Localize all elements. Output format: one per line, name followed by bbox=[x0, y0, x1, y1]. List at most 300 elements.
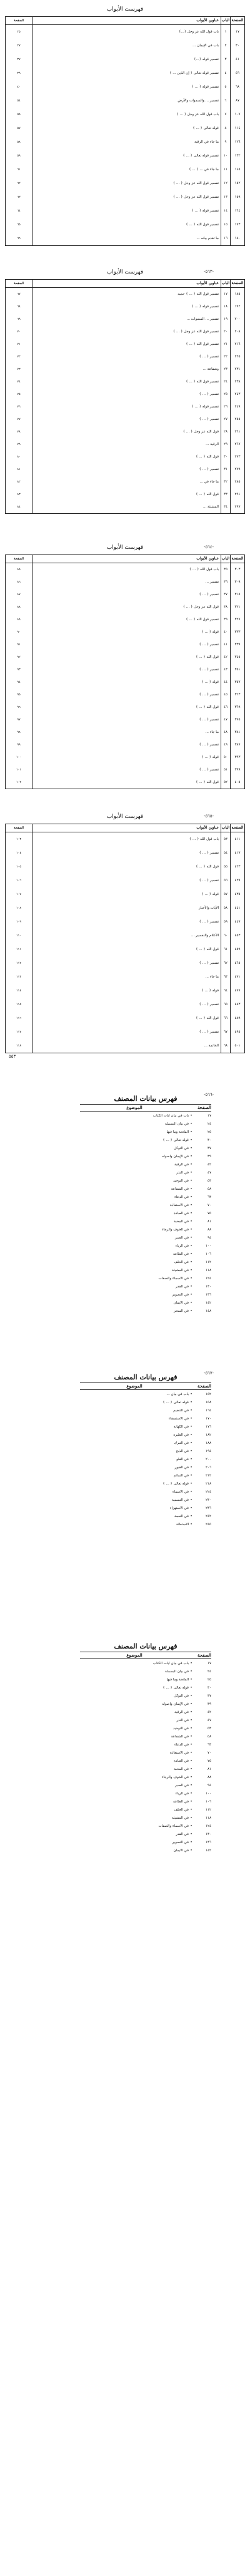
index-page-number: ١٠٠ bbox=[205, 1244, 211, 1248]
toc-page-number: ٣٢٧ bbox=[230, 613, 244, 626]
toc-row bbox=[6, 438, 244, 451]
bullet-icon: • bbox=[190, 1113, 192, 1118]
index-page-number: ١٥٢ bbox=[205, 1392, 211, 1396]
bullet-icon: • bbox=[190, 1498, 192, 1502]
toc-side-number: ٥٩ bbox=[17, 154, 21, 158]
toc-chapter-title: باب قول الله ﴿ ... ﴾ bbox=[32, 832, 221, 846]
toc-row bbox=[6, 350, 244, 363]
toc-chapter-title: تفسير ﴿ ... ﴾ bbox=[32, 413, 221, 426]
toc-chapter-title: ما تقدم بيانه ... bbox=[32, 232, 221, 245]
index-topic: في الصبر bbox=[175, 1783, 189, 1787]
header-num: الباب bbox=[221, 824, 230, 832]
toc-chapter-number: ٦٢ bbox=[221, 956, 230, 970]
toc-chapter-title: تفسير ﴿ ... ﴾ bbox=[32, 956, 221, 970]
toc-chapter-title: تفسير ﴿ ... ﴾ bbox=[32, 663, 221, 676]
toc-side-number: ١١٨ bbox=[16, 1044, 22, 1048]
index-topic: في الإيمان وأصوله bbox=[162, 1702, 189, 1706]
page-number: -٥٦٤- bbox=[203, 544, 214, 549]
toc-side-number: ٩٧ bbox=[17, 718, 21, 722]
index-row bbox=[80, 1659, 211, 1667]
bullet-icon: • bbox=[190, 1424, 192, 1429]
toc-page-number: ٢٧٣ bbox=[230, 451, 244, 463]
toc-chapter-number: ٣٢ bbox=[221, 476, 230, 488]
index-row bbox=[80, 1447, 211, 1455]
index-row bbox=[80, 1201, 211, 1209]
index-row bbox=[80, 1675, 211, 1684]
index-topic: باب في بيان ... bbox=[166, 1392, 189, 1396]
toc-chapter-title: وشفاعة ... bbox=[32, 363, 221, 376]
toc-chapter-title: ما جاء ... bbox=[32, 726, 221, 739]
toc-side-number: ٧٣ bbox=[17, 367, 21, 371]
toc-side-number: ٩٦ bbox=[17, 705, 21, 709]
toc-chapter-title: تفسير قوله ﴿ ... ﴾ bbox=[32, 300, 221, 313]
bullet-icon: • bbox=[190, 1816, 192, 1820]
toc-chapter-number: ٥٤ bbox=[221, 846, 230, 860]
toc-page-number: ٢٥٥ bbox=[230, 413, 244, 426]
toc-page-number: ٣٦٣ bbox=[230, 688, 244, 701]
toc-chapter-number: ١٤ bbox=[221, 204, 230, 218]
toc-chapter-number: ٢ bbox=[221, 39, 230, 53]
toc-row bbox=[6, 488, 244, 501]
toc-chapter-title: باب قول الله ﴿ ... ﴾ bbox=[32, 563, 221, 576]
index-page-number: ٢٠٠ bbox=[205, 1457, 211, 1461]
toc-row bbox=[6, 451, 244, 463]
index-topic: في التسمية bbox=[172, 1498, 189, 1502]
toc-chapter-number: ٩ bbox=[221, 135, 230, 149]
toc-row bbox=[6, 943, 244, 956]
toc-row bbox=[6, 776, 244, 789]
toc-chapter-number: ٣٣ bbox=[221, 488, 230, 501]
bullet-icon: • bbox=[190, 1710, 192, 1714]
toc-chapter-number: ٢٧ bbox=[221, 413, 230, 426]
toc-row bbox=[6, 998, 244, 1011]
toc-chapter-number: ١٨ bbox=[221, 300, 230, 313]
index-page-number: ٣٧ bbox=[207, 1146, 211, 1150]
toc-chapter-title: تفسير قول الله ﴿ ... ﴾ حميد bbox=[32, 288, 221, 300]
index-topic: قوله تعالى ﴿ ... ﴾ bbox=[162, 1481, 189, 1486]
toc-side-number: ١١٥ bbox=[16, 1003, 22, 1006]
index-topic: الفاتحة وما فيها bbox=[166, 1130, 189, 1134]
toc-chapter-number: ٧ bbox=[221, 108, 230, 121]
toc-page-number: ١٢٦ bbox=[230, 135, 244, 149]
toc-chapter-title: تفسير قوله ﴿...﴾ bbox=[32, 53, 221, 66]
bullet-icon: • bbox=[190, 1783, 192, 1787]
toc-chapter-title: تفسير ﴿ ... ﴾ bbox=[32, 998, 221, 1011]
index-page-number: ٢٢٤ bbox=[205, 1490, 211, 1494]
toc-side-number: ١١٦ bbox=[16, 1016, 22, 1020]
index-row bbox=[80, 1504, 211, 1512]
index-row bbox=[80, 1242, 211, 1250]
index-row bbox=[80, 1193, 211, 1201]
toc-page-number: ٣١٥ bbox=[230, 588, 244, 601]
index-page-number: ٧٥ bbox=[207, 1759, 211, 1763]
toc-page bbox=[0, 814, 250, 1059]
toc-chapter-number: ٥٨ bbox=[221, 901, 230, 915]
index-row bbox=[80, 1112, 211, 1120]
index-topic: في التنجيم bbox=[173, 1408, 189, 1413]
toc-page-number: ٤٠٥ bbox=[230, 776, 244, 789]
header-title: عناوين الأبواب bbox=[32, 280, 221, 287]
toc-chapter-title: الخاتمة ... bbox=[32, 1039, 221, 1053]
toc-page-number: ٢٦١ bbox=[230, 426, 244, 438]
bullet-icon: • bbox=[190, 1122, 192, 1126]
toc-chapter-title: الرقية ... bbox=[32, 438, 221, 451]
toc-row bbox=[6, 313, 244, 325]
index-page-number: ١٤٢ bbox=[205, 1301, 211, 1305]
bullet-icon: • bbox=[190, 1268, 192, 1272]
index-row bbox=[80, 1225, 211, 1234]
toc-chapter-number: ٣٩ bbox=[221, 613, 230, 626]
bullet-icon: • bbox=[190, 1734, 192, 1739]
toc-row bbox=[6, 401, 244, 413]
toc-page-number: ٨٧ bbox=[230, 94, 244, 108]
index-row bbox=[80, 1406, 211, 1414]
toc-chapter-title: قوله ﴿ ... ﴾ bbox=[32, 984, 221, 998]
toc-side-number: ٧٨ bbox=[17, 430, 21, 434]
toc-row bbox=[6, 726, 244, 739]
page-number: -٥٦٧- bbox=[203, 1371, 214, 1376]
toc-chapter-number: ٢٦ bbox=[221, 401, 230, 413]
index-row bbox=[80, 1520, 211, 1528]
toc-side-number: ٨٥ bbox=[17, 568, 21, 571]
toc-chapter-number: ٥٧ bbox=[221, 887, 230, 901]
bullet-icon: • bbox=[190, 1284, 192, 1289]
index-row bbox=[80, 1471, 211, 1480]
index-row bbox=[80, 1781, 211, 1789]
toc-side-number: ٦٣ bbox=[17, 195, 21, 199]
toc-chapter-number: ٤١ bbox=[221, 638, 230, 651]
index-topic: في الخوف والرجاء bbox=[161, 1775, 189, 1779]
index-page-number: ٤٢ bbox=[207, 1710, 211, 1714]
index-topic: في الأسماء bbox=[172, 1490, 189, 1494]
index-page-number: ٣٠ bbox=[207, 1685, 211, 1690]
toc-row bbox=[6, 232, 244, 245]
toc-side-number: ٣٧ bbox=[17, 58, 21, 61]
toc-row bbox=[6, 135, 244, 149]
index-page-number: ٣٧ bbox=[207, 1694, 211, 1698]
toc-side-number: ٦٧ bbox=[17, 292, 21, 296]
index-page-number: ٢١٢ bbox=[205, 1473, 211, 1478]
index-page-number: ٨٨ bbox=[207, 1227, 211, 1232]
index-topic: في النذر bbox=[176, 1718, 189, 1722]
toc-side-number: ١١٧ bbox=[16, 1030, 22, 1034]
index-row bbox=[80, 1177, 211, 1185]
toc-side-number: ٧٧ bbox=[17, 417, 21, 421]
header-title: عناوين الأبواب bbox=[32, 555, 221, 563]
index-page-number: ٥٣ bbox=[207, 1726, 211, 1730]
toc-chapter-title: ما جاء في ... bbox=[32, 476, 221, 488]
toc-row bbox=[6, 846, 244, 860]
toc-table bbox=[5, 279, 245, 514]
index-topic: في الرياء bbox=[175, 1791, 189, 1796]
toc-chapter-title: قول الله ﴿ ... ﴾ bbox=[32, 451, 221, 463]
index-page-number: ٢١٨ bbox=[205, 1481, 211, 1486]
toc-chapter-number: ١٦ bbox=[221, 232, 230, 245]
index-page-number: ٧٥ bbox=[207, 1211, 211, 1215]
index-row bbox=[80, 1846, 211, 1854]
bullet-icon: • bbox=[190, 1506, 192, 1510]
bullet-icon: • bbox=[190, 1832, 192, 1836]
index-page-number: ٦٣ bbox=[207, 1195, 211, 1199]
toc-page-number: ٢٠٨ bbox=[230, 325, 244, 338]
index-topic: في الخوف والرجاء bbox=[161, 1227, 189, 1232]
index-row bbox=[80, 1398, 211, 1406]
header-title: عناوين الأبواب bbox=[32, 824, 221, 832]
index-row bbox=[80, 1185, 211, 1193]
toc-row bbox=[6, 676, 244, 688]
toc-chapter-title: تفسير ﴿ ... ﴾ bbox=[32, 713, 221, 726]
page-title: فهرست الأبواب bbox=[106, 6, 144, 13]
toc-page-number: ٦٨ bbox=[230, 80, 244, 94]
toc-page-number: ١٣٢ bbox=[230, 149, 244, 163]
index-row bbox=[80, 1749, 211, 1757]
page-number: -٥٦٥- bbox=[203, 814, 214, 819]
header-page: الصفحة bbox=[198, 1652, 211, 1658]
index-page-number: ٢٤٥ bbox=[205, 1522, 211, 1526]
index-row bbox=[80, 1789, 211, 1797]
toc-row bbox=[6, 860, 244, 874]
toc-row bbox=[6, 300, 244, 313]
index-topic: في المحبة bbox=[174, 1767, 189, 1771]
index-topic: قوله تعالى ﴿ ... ﴾ bbox=[162, 1400, 189, 1404]
bullet-icon: • bbox=[190, 1252, 192, 1256]
toc-chapter-title: باب قول الله عز وجل ﴿...﴾ bbox=[32, 25, 221, 39]
bullet-icon: • bbox=[190, 1824, 192, 1828]
index-row bbox=[80, 1250, 211, 1258]
index-row bbox=[80, 1765, 211, 1773]
bullet-icon: • bbox=[190, 1799, 192, 1804]
toc-chapter-title: قوله ﴿ ... ﴾ bbox=[32, 751, 221, 764]
bullet-icon: • bbox=[190, 1726, 192, 1730]
toc-row bbox=[6, 25, 244, 39]
header-spacer bbox=[189, 1383, 194, 1389]
header-topic: الموضوع bbox=[126, 1652, 142, 1658]
header-side: الصفحة bbox=[14, 826, 24, 830]
bullet-icon: • bbox=[190, 1490, 192, 1494]
bullet-icon: • bbox=[190, 1702, 192, 1706]
index-topic: في الشفاعة bbox=[171, 1734, 189, 1739]
index-page-number: ٥٨ bbox=[207, 1734, 211, 1739]
bullet-icon: • bbox=[190, 1244, 192, 1248]
header-page: الصفحة bbox=[230, 17, 244, 24]
header-topic: الموضوع bbox=[126, 1383, 142, 1389]
index-row bbox=[80, 1144, 211, 1152]
toc-chapter-title: الأعلام والتفسير ... bbox=[32, 929, 221, 943]
toc-chapter-number: ١٠ bbox=[221, 149, 230, 163]
bullet-icon: • bbox=[190, 1138, 192, 1142]
toc-row bbox=[6, 874, 244, 887]
index-row bbox=[80, 1773, 211, 1781]
bullet-icon: • bbox=[190, 1187, 192, 1191]
bullet-icon: • bbox=[190, 1742, 192, 1747]
toc-side-number: ١٠٨ bbox=[16, 906, 22, 910]
toc-chapter-title: قوله ﴿ ... ﴾ bbox=[32, 887, 221, 901]
bullet-icon: • bbox=[190, 1170, 192, 1175]
index-topic: في الغلو bbox=[176, 1457, 189, 1461]
index-topic: في التمائم bbox=[173, 1473, 189, 1478]
index-page-number: ١٨٨ bbox=[205, 1441, 211, 1445]
index-row bbox=[80, 1667, 211, 1675]
index-row bbox=[80, 1217, 211, 1225]
bullet-icon: • bbox=[190, 1178, 192, 1183]
index-row bbox=[80, 1291, 211, 1299]
toc-page-number: ٢٨٥ bbox=[230, 476, 244, 488]
toc-side-number: ٩٢ bbox=[17, 655, 21, 659]
index-title: فهرس بيانات المصنف bbox=[114, 1095, 178, 1103]
toc-page-number: ١١٤ bbox=[230, 121, 244, 135]
index-page-number: ٢٠٦ bbox=[205, 1465, 211, 1469]
toc-row bbox=[6, 915, 244, 929]
toc-page-number: ٤٨٣ bbox=[230, 998, 244, 1011]
toc-page-number: ٢٣١ bbox=[230, 363, 244, 376]
index-topic: باب في بيان آيات الكتاب bbox=[152, 1113, 189, 1118]
toc-side-number: ٦٩ bbox=[17, 317, 21, 321]
bullet-icon: • bbox=[190, 1694, 192, 1698]
toc-row bbox=[6, 663, 244, 676]
toc-chapter-title: تفسير قوله ﴿ ... ﴾ bbox=[32, 401, 221, 413]
bullet-icon: • bbox=[190, 1449, 192, 1453]
toc-page-number: ٤٤١ bbox=[230, 901, 244, 915]
toc-page-number: ٣٠٣ bbox=[230, 563, 244, 576]
index-row bbox=[80, 1431, 211, 1439]
toc-chapter-title: تفسير ﴿ ... ﴾ bbox=[32, 874, 221, 887]
index-page-number: ١١٢ bbox=[205, 1807, 211, 1812]
index-row bbox=[80, 1700, 211, 1708]
index-topic: في الدعاء bbox=[174, 1195, 189, 1199]
toc-page-number: ١٩٢ bbox=[230, 300, 244, 313]
index-topic: في التوحيد bbox=[172, 1178, 189, 1183]
index-row bbox=[80, 1488, 211, 1496]
toc-row bbox=[6, 984, 244, 998]
toc-row bbox=[6, 576, 244, 588]
toc-side-number: ٥٤ bbox=[17, 99, 21, 103]
index-row bbox=[80, 1390, 211, 1398]
index-row bbox=[80, 1274, 211, 1282]
index-page-number: ٨٨ bbox=[207, 1775, 211, 1779]
index-page-number: ١٣٠ bbox=[205, 1284, 211, 1289]
toc-page-number: ٣٣٣ bbox=[230, 626, 244, 638]
toc-chapter-title: ما جاء ... bbox=[32, 970, 221, 984]
toc-chapter-number: ٢١ bbox=[221, 338, 230, 350]
toc-chapter-number: ٢٩ bbox=[221, 438, 230, 451]
bullet-icon: • bbox=[190, 1669, 192, 1674]
toc-chapter-number: ٤٥ bbox=[221, 688, 230, 701]
index-header-row bbox=[80, 1104, 211, 1112]
index-row bbox=[80, 1732, 211, 1740]
toc-page-number: ٢٩٧ bbox=[230, 501, 244, 513]
toc-row bbox=[6, 204, 244, 218]
toc-chapter-title: قول الله ﴿ ... ﴾ bbox=[32, 776, 221, 789]
index-row bbox=[80, 1708, 211, 1716]
index-row bbox=[80, 1740, 211, 1749]
index-row bbox=[80, 1716, 211, 1724]
index-page-number: ١٣٦ bbox=[205, 1292, 211, 1297]
toc-chapter-number: ٥٠ bbox=[221, 751, 230, 764]
bullet-icon: • bbox=[190, 1195, 192, 1199]
index-page-number: ٧٠ bbox=[207, 1751, 211, 1755]
index-page-number: ٧٠ bbox=[207, 1203, 211, 1207]
toc-row bbox=[6, 701, 244, 713]
toc-chapter-number: ٤٤ bbox=[221, 676, 230, 688]
toc-side-number: ٦١ bbox=[17, 168, 21, 171]
toc-page-number: ٤٤٧ bbox=[230, 915, 244, 929]
toc-row bbox=[6, 901, 244, 915]
toc-page-number: ٤٣٥ bbox=[230, 887, 244, 901]
index-topic: في الرقية bbox=[174, 1162, 189, 1167]
toc-chapter-title: ما جاء في ... ﴿ ... ﴾ bbox=[32, 163, 221, 176]
index-page-number: ١٠٦ bbox=[205, 1799, 211, 1804]
toc-row bbox=[6, 563, 244, 576]
toc-side-number: ٨٦ bbox=[17, 580, 21, 584]
toc-row bbox=[6, 751, 244, 764]
index-page-number: ١٧ bbox=[207, 1113, 211, 1118]
index-page-number: ١٤٢ bbox=[205, 1848, 211, 1853]
toc-row bbox=[6, 1025, 244, 1039]
toc-side-number: ٩٩ bbox=[17, 743, 21, 747]
toc-chapter-title: تفسير قوله تعالى ﴿ ... ﴾ bbox=[32, 149, 221, 163]
index-page-number: ١٣٠ bbox=[205, 1832, 211, 1836]
header-num: الباب bbox=[221, 17, 230, 24]
toc-side-number: ٨٧ bbox=[17, 593, 21, 596]
index-page-number: ١٧٠ bbox=[205, 1416, 211, 1421]
bullet-icon: • bbox=[190, 1481, 192, 1486]
toc-side-number: ٧٥ bbox=[17, 392, 21, 396]
toc-side-number: ٨١ bbox=[17, 468, 21, 471]
toc-row bbox=[6, 176, 244, 190]
toc-page-number: ٢١٦ bbox=[230, 338, 244, 350]
index-row bbox=[80, 1692, 211, 1700]
toc-page-number: ١٠٧ bbox=[230, 108, 244, 121]
index-topic: في الطاعة bbox=[172, 1799, 189, 1804]
index-header-row bbox=[80, 1652, 211, 1659]
index-row bbox=[80, 1160, 211, 1168]
toc-chapter-title: تفسير ﴿ ... ﴾ bbox=[32, 350, 221, 363]
index-page-number: ١٠٦ bbox=[205, 1252, 211, 1256]
index-topic: في الطاعة bbox=[172, 1252, 189, 1256]
toc-side-number: ١١٤ bbox=[16, 989, 22, 993]
toc-chapter-title: قول الله عز وجل ﴿ ... ﴾ bbox=[32, 601, 221, 613]
toc-chapter-title: تفسير ﴿ ... ﴾ bbox=[32, 739, 221, 751]
toc-side-number: ١٠٥ bbox=[16, 865, 22, 869]
toc-row bbox=[6, 764, 244, 776]
bullet-icon: • bbox=[190, 1301, 192, 1305]
index-row bbox=[80, 1234, 211, 1242]
header-title: عناوين الأبواب bbox=[32, 17, 221, 24]
toc-page-number: ٢٧٩ bbox=[230, 463, 244, 476]
toc-side-number: ١٠٧ bbox=[16, 892, 22, 896]
toc-row bbox=[6, 501, 244, 513]
toc-page-number: ٣٨١ bbox=[230, 726, 244, 739]
index-topic: في الطيرة bbox=[173, 1433, 189, 1437]
toc-chapter-title: تفسير ﴿ ... ﴾ bbox=[32, 638, 221, 651]
header-page: الصفحة bbox=[230, 824, 244, 832]
bullet-icon: • bbox=[190, 1718, 192, 1722]
index-page-number: ١١٨ bbox=[205, 1268, 211, 1272]
index-row bbox=[80, 1838, 211, 1846]
index-topic: قوله تعالى ﴿ ... ﴾ bbox=[162, 1138, 189, 1142]
bullet-icon: • bbox=[190, 1392, 192, 1396]
toc-chapter-number: ٣٤ bbox=[221, 501, 230, 513]
bullet-icon: • bbox=[190, 1400, 192, 1404]
index-row bbox=[80, 1455, 211, 1463]
toc-row bbox=[6, 688, 244, 701]
toc-chapter-number: ٤٨ bbox=[221, 726, 230, 739]
toc-row bbox=[6, 325, 244, 338]
toc-page-number: ٥٦ bbox=[230, 66, 244, 80]
toc-page-number: ٣٢١ bbox=[230, 601, 244, 613]
index-topic: في التوكل bbox=[174, 1146, 189, 1150]
index-topic: باب في بيان آيات الكتاب bbox=[152, 1661, 189, 1665]
